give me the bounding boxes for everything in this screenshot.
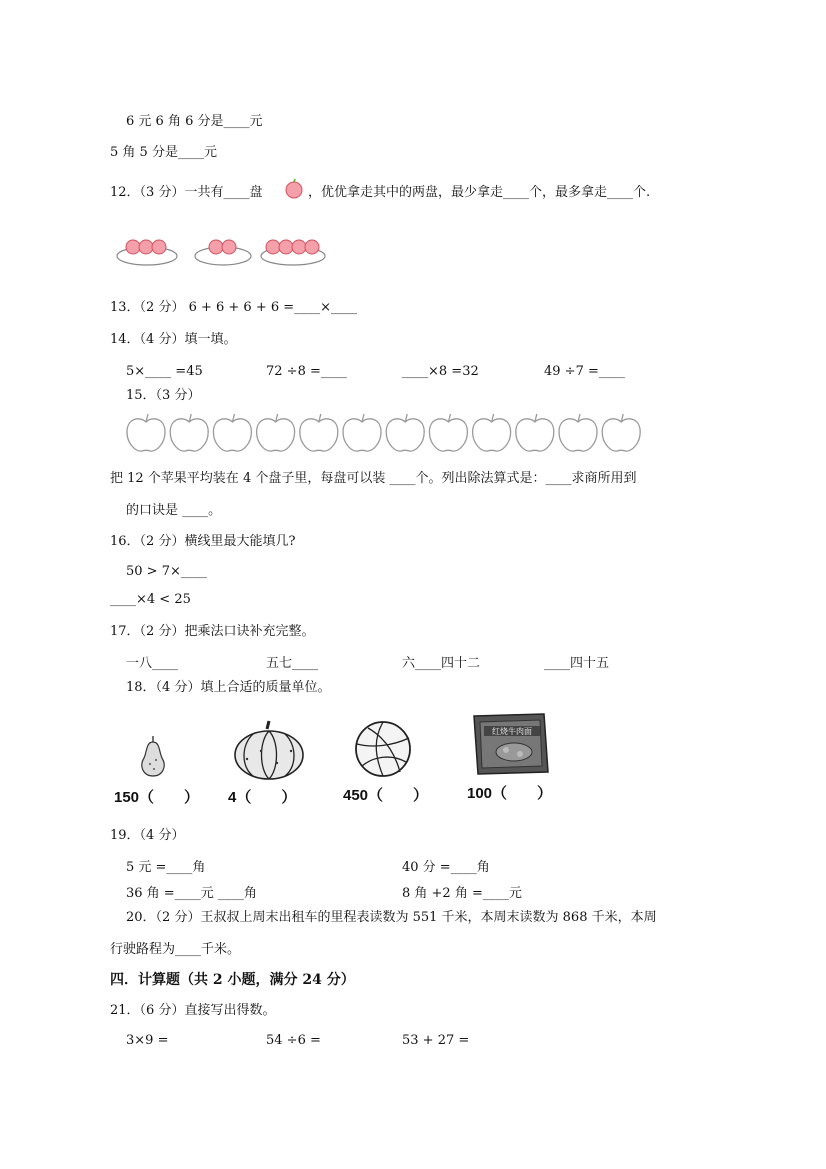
beef-bag-icon: [470, 712, 550, 776]
bag-label: 红烧牛肉面: [492, 727, 532, 736]
question-21: 21．（6 分）直接写出得数。: [110, 1003, 276, 1018]
apple-plates-figure: [115, 228, 330, 270]
pumpkin-icon: [233, 721, 305, 781]
section-4-heading: 四．计算题（共 2 小题，满分 24 分）: [110, 972, 355, 988]
q19-item-1: 5 元 =____角: [126, 860, 206, 875]
question-20-text-a: 20．（2 分）王叔叔上周末出租车的里程表读数为 551 千米，本周末读数为 868 千米，本周: [126, 910, 657, 925]
q17-item-4: ____四十五: [544, 656, 610, 671]
q19-item-2: 40 分 =____角: [402, 860, 490, 875]
apple-outline-icon: [473, 414, 511, 451]
question-14: 14．（4 分）填一填。: [110, 332, 237, 347]
q17-item-1: 一八____: [126, 656, 179, 671]
plate-3: [261, 240, 325, 265]
q14-item-1: 5×____ =45: [126, 364, 203, 379]
q17-item-3: 六____四十二: [402, 656, 481, 671]
q21-item-2: 54 ÷6 =: [266, 1033, 321, 1048]
money-line-1: 6 元 6 角 6 分是____元: [126, 114, 263, 129]
question-12-part-b: ，优优拿走其中的两盘，最少拿走____个，最多拿走____个.: [308, 185, 651, 200]
question-15-text-a: 把 12 个苹果平均装在 4 个盘子里，每盘可以装 ____个。列出除法算式是：____求商所用到: [110, 471, 637, 486]
question-20-text-b: 行驶路程为____千米。: [110, 942, 241, 957]
mass-label-beef-bag: 100（ ）: [467, 785, 553, 802]
question-12-part-a: 12．（3 分）一共有____盘: [110, 185, 263, 200]
mass-label-volleyball: 450（ ）: [343, 787, 429, 804]
mass-label-pear: 150（ ）: [114, 789, 200, 806]
question-15-text-b: 的口诀是 ____。: [126, 503, 222, 518]
question-17: 17．（2 分）把乘法口诀补充完整。: [110, 624, 315, 639]
question-13: 13．（2 分） 6 + 6 + 6 + 6 =____×____: [110, 300, 358, 315]
q14-item-3: ____×8 =32: [402, 364, 479, 379]
mass-label-pumpkin: 4（ ）: [228, 789, 297, 806]
apple-outline-icon: [386, 414, 424, 451]
apple-outline-icon: [343, 414, 381, 451]
apple-outline-icon: [300, 414, 338, 451]
volleyball-icon: [354, 720, 412, 778]
q16-item-1: 50 > 7×____: [126, 564, 207, 579]
apple-outline-icon: [170, 414, 208, 451]
question-16: 16．（2 分）横线里最大能填几?: [110, 534, 296, 549]
q16-item-2: ____×4 < 25: [110, 592, 191, 607]
pear-icon: [135, 734, 171, 778]
q14-item-2: 72 ÷8 =____: [266, 364, 347, 379]
q14-item-4: 49 ÷7 =____: [544, 364, 625, 379]
plate-1: [117, 240, 177, 265]
q21-item-1: 3×9 =: [126, 1033, 169, 1048]
apple-outline-icon: [602, 414, 640, 451]
apple-outline-icon: [213, 414, 251, 451]
q17-item-2: 五七____: [266, 656, 319, 671]
question-19: 19．（4 分）: [110, 828, 185, 843]
apple-outline-icon: [516, 414, 554, 451]
money-line-2: 5 角 5 分是____元: [110, 145, 217, 160]
apple-icon: [285, 179, 305, 199]
question-18: 18．（4 分）填上合适的质量单位。: [126, 680, 331, 695]
question-15: 15．（3 分）: [126, 388, 201, 403]
apple-outline-icon: [559, 414, 597, 451]
q19-item-3: 36 角 =____元 ____角: [126, 886, 257, 901]
q19-item-4: 8 角 +2 角 =____元: [402, 886, 522, 901]
plate-2: [195, 240, 251, 265]
q21-item-3: 53 + 27 =: [402, 1033, 470, 1048]
apple-outline-row: [124, 412, 644, 454]
apple-outline-icon: [429, 414, 467, 451]
apple-outline-icon: [127, 414, 165, 451]
apple-outline-icon: [257, 414, 295, 451]
